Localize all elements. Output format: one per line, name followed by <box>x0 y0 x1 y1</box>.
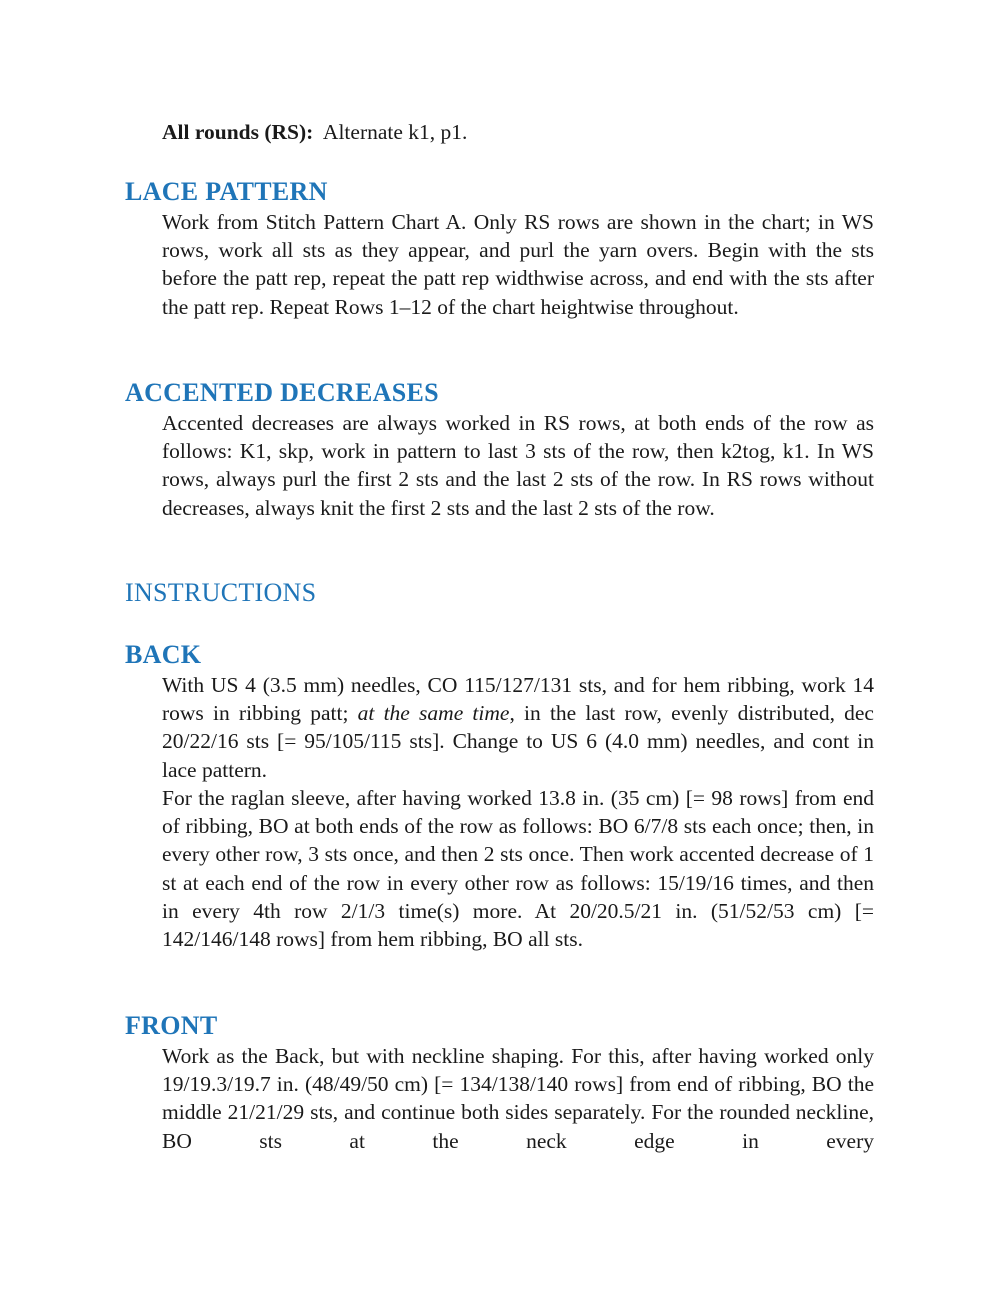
accented-decreases-text: Accented decreases are always worked in RS rows, at both ends of the row as follows: K1, skp, work in pattern to last 3 sts of the row, then k2tog, k1. In WS rows, always purl the first 2 sts and the last 2 sts of the row. In RS rows without decreases, always knit the first 2 sts and the last 2 sts of the row. <box>162 411 874 520</box>
back-paragraph-1 <box>162 671 874 784</box>
back-heading: BACK <box>125 640 202 669</box>
accented-decreases-heading: ACCENTED DECREASES <box>125 378 439 407</box>
back-p1-emphasis: at the same time <box>357 701 510 726</box>
back-p1-before: With US 4 (3.5 mm) needles, CO 115/127/131 sts, and for hem ribbing, work 14 rows in ribbing patt; <box>162 673 874 726</box>
front-text: Work as the Back, but with neckline shaping. For this, after having worked only 19/19.3/19.7 in. (48/49/50 cm) [= 134/138/140 rows] from end of ribbing, BO the middle 21/21/29 sts, and continue both sides separately. For the rounded neckline, BO sts at the neck edge in every <box>162 1044 874 1153</box>
lace-pattern-text: Work from Stitch Pattern Chart A. Only RS rows are shown in the chart; in WS rows, work all sts as they appear, and purl the yarn overs. Begin with the sts before the patt rep, repeat the patt rep widthwise across, and end with the sts after the patt rep. Repeat Rows 1–12 of the chart heightwise throughout. <box>162 210 874 319</box>
ribbing-line <box>162 118 467 146</box>
instructions-heading: INSTRUCTIONS <box>125 578 317 607</box>
lace-pattern-heading: LACE PATTERN <box>125 177 328 206</box>
front-heading: FRONT <box>125 1011 218 1040</box>
back-paragraph-2: For the raglan sleeve, after having worked 13.8 in. (35 cm) [= 98 rows] from end of ribbing, BO at both ends of the row as follows: BO 6/7/8 sts each once; then, in every other row, 3 sts once, and then 2 sts once. Then work accented decrease of 1 st at each end of the row in every other row as follows: 15/19/16 times, and then in every 4th row 2/1/3 time(s) more. At 20/20.5/21 in. (51/52/53 cm) [= 142/146/148 rows] from hem ribbing, BO all sts. <box>162 786 874 952</box>
back-p1-after: , in the last row, evenly distributed, dec 20/22/16 sts [= 95/105/115 sts]. Change to US 6 (4.0 mm) needles, and cont in lace pattern. <box>162 701 874 782</box>
ribbing-label: All rounds (RS): <box>162 120 314 144</box>
ribbing-text: Alternate k1, p1. <box>322 120 468 144</box>
